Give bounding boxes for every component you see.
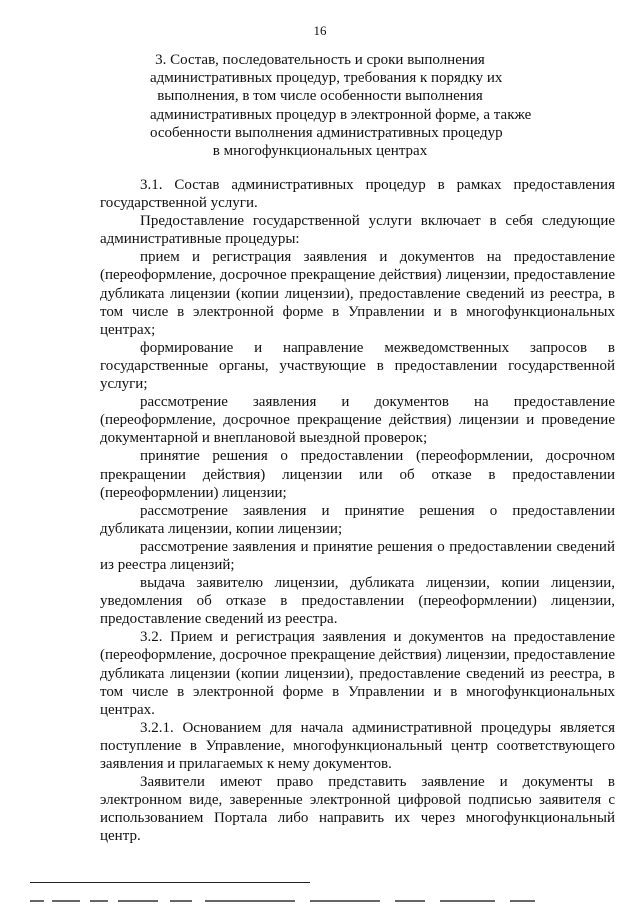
footnote-separator	[30, 882, 310, 883]
heading-line: административных процедур, требования к порядку их	[150, 70, 503, 87]
list-item-interagency-requests: формирование и направление межведомственных запросов в государственные органы, участвующие в предоставлении государственной услуги;	[100, 339, 615, 393]
body-text	[100, 176, 615, 845]
cropped-footnote-text	[30, 898, 630, 905]
paragraph-electronic-submission: Заявители имеют право представить заявление и документы в электронном виде, заверенные электронной цифровой подписью заявителя с использованием Портала либо направить их через многофункциональный центр.	[100, 774, 615, 845]
list-item-decision: принятие решения о предоставлении (переоформлении, досрочном прекращении действия) лицензии или об отказе в предоставлении (переоформлении) лицензии;	[100, 448, 615, 501]
heading-line: в многофункциональных центрах	[212, 143, 428, 160]
list-item-duplicate: рассмотрение заявления и принятие решения о предоставлении дубликата лицензии, копии лицензии;	[100, 502, 615, 537]
paragraph-intro: Предоставление государственной услуги включает в себя следующие административные процедуры:	[100, 213, 615, 248]
list-item-review-documents: рассмотрение заявления и документов на предоставление (переоформление, досрочное прекращение действия) лицензии и проведение документарной и внеплановой выездной проверок;	[100, 394, 615, 447]
heading-line: административных процедур в электронной форме, а также	[150, 106, 532, 123]
section-heading	[150, 51, 532, 160]
paragraph-3-2-1: 3.2.1. Основанием для начала административной процедуры является поступление в Управление, многофункциональный центр соответствующего заявления и прилагаемых к нему документов.	[100, 719, 615, 772]
list-item-reception: прием и регистрация заявления и документов на предоставление (переоформление, досрочное прекращение действия) лицензии, предоставление дубликата лицензии (копии лицензии), предоставление сведений из реестра, в том числе в электронной форме в Управлении и в многофункциональных центрах;	[100, 249, 615, 338]
heading-line: 3. Состав, последовательность и сроки выполнения	[155, 52, 485, 68]
paragraph-3-1: 3.1. Состав административных процедур в рамках предоставления государственной услуги.	[100, 177, 615, 212]
paragraph-3-2: 3.2. Прием и регистрация заявления и документов на предоставление (переоформление, досрочное прекращение действия) лицензии, предоставление дубликата лицензии (копии лицензии), предоставление сведений из реестра, в том числе в электронной форме в Управлении и в многофункциональных центрах.	[100, 629, 615, 718]
list-item-registry-info: рассмотрение заявления и принятие решения о предоставлении сведений из реестра лицензий;	[100, 538, 615, 573]
heading-line: выполнения, в том числе особенности выполнения	[157, 88, 483, 105]
heading-line: особенности выполнения административных процедур	[150, 124, 503, 141]
list-item-issuance: выдача заявителю лицензии, дубликата лицензии, копии лицензии, уведомления об отказе в предоставлении (переоформлении) лицензии, предоставление сведений из реестра.	[100, 575, 615, 628]
page-number: 16	[313, 23, 327, 38]
